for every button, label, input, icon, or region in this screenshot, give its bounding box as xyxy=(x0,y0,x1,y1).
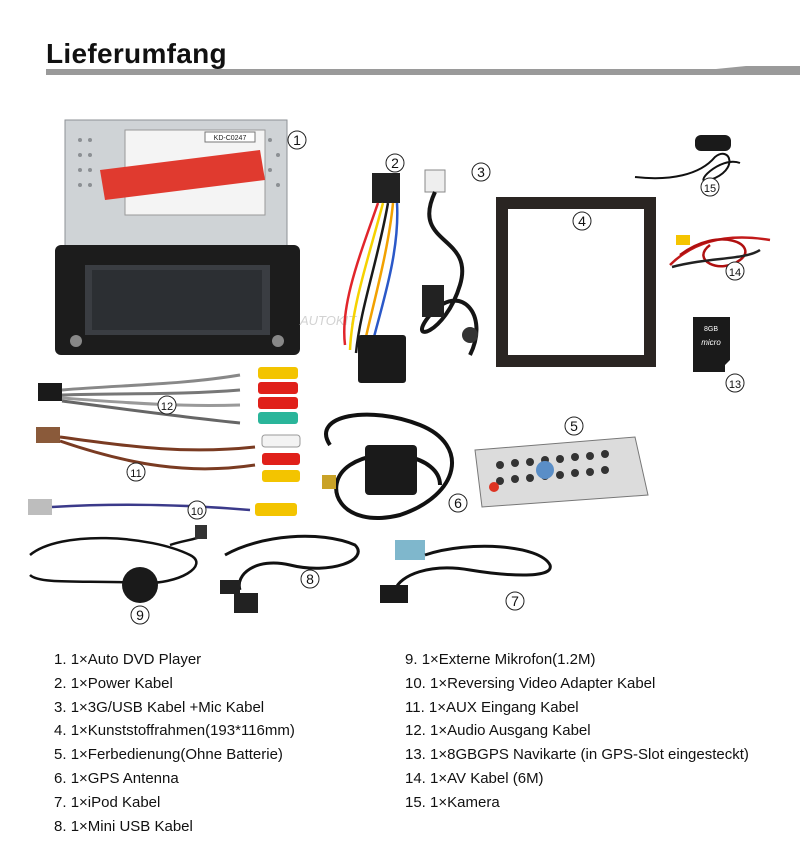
sd-brand-label: micro xyxy=(701,338,721,347)
contents-list-left xyxy=(54,648,295,838)
product-photo xyxy=(0,85,800,640)
svg-text:4: 4 xyxy=(578,213,586,229)
callout-10 xyxy=(188,501,206,519)
contents-list-right xyxy=(405,648,749,815)
audio-output-cable xyxy=(38,367,298,424)
list-item: 8. 1×Mini USB Kabel xyxy=(54,817,193,835)
list-item: 1. 1×Auto DVD Player xyxy=(54,651,202,668)
av-cable xyxy=(670,235,770,267)
gps-antenna xyxy=(322,415,452,518)
svg-text:2: 2 xyxy=(391,155,399,171)
list-item: 13. 1×8GBGPS Navikarte (in GPS-Slot eingesteckt) xyxy=(405,746,749,764)
external-mic xyxy=(30,525,207,603)
callout-11 xyxy=(127,463,145,481)
svg-text:5: 5 xyxy=(570,418,578,434)
callout-12 xyxy=(158,396,176,414)
svg-text:9: 9 xyxy=(136,607,144,623)
svg-text:15: 15 xyxy=(703,183,717,195)
reversing-video-cable xyxy=(28,499,297,516)
list-item: 10. 1×Reversing Video Adapter Kabel xyxy=(405,674,656,692)
list-item: 11. 1×AUX Eingang Kabel xyxy=(405,698,579,716)
list-item: 4. 1×Kunststoffrahmen(193*116mm) xyxy=(54,722,295,740)
svg-text:13: 13 xyxy=(728,379,742,391)
svg-text:10: 10 xyxy=(190,506,204,518)
callout-5 xyxy=(565,417,583,435)
power-harness xyxy=(344,173,406,383)
sd-capacity-label: 8GB xyxy=(703,326,719,333)
svg-text:8: 8 xyxy=(306,571,314,587)
svg-text:14: 14 xyxy=(728,267,742,279)
mini-usb-cable xyxy=(220,536,358,613)
callout-1 xyxy=(288,131,306,149)
svg-text:11: 11 xyxy=(130,468,142,480)
list-item: 5. 1×Ferbedienung(Ohne Batterie) xyxy=(54,746,283,764)
ipod-cable xyxy=(380,540,550,603)
list-item: 7. 1×iPod Kabel xyxy=(54,793,161,811)
micro-sd-card xyxy=(693,317,730,372)
callout-4 xyxy=(573,212,591,230)
callout-6 xyxy=(449,494,467,512)
brand-watermark: AUTOKIT xyxy=(300,313,357,328)
svg-text:7: 7 xyxy=(511,593,519,609)
callout-3 xyxy=(472,163,490,181)
list-item: 15. 1×Kamera xyxy=(405,793,500,811)
list-item: 3. 1×3G/USB Kabel +Mic Kabel xyxy=(54,698,265,716)
svg-text:12: 12 xyxy=(160,401,174,413)
callout-2 xyxy=(386,154,404,172)
page-title: Lieferumfang xyxy=(46,38,227,69)
unit-model-label: KD-C0247 xyxy=(213,135,247,142)
svg-text:1: 1 xyxy=(293,132,301,148)
callout-13 xyxy=(726,374,744,392)
rear-camera xyxy=(635,135,740,181)
svg-text:3: 3 xyxy=(477,164,485,180)
dvd-player-unit xyxy=(55,120,357,355)
list-item: 12. 1×Audio Ausgang Kabel xyxy=(405,722,591,740)
aux-input-cable xyxy=(36,427,300,482)
callout-8 xyxy=(301,570,319,588)
callout-14 xyxy=(726,262,744,280)
list-item: 6. 1×GPS Antenna xyxy=(54,769,179,787)
title-underline xyxy=(46,66,800,75)
list-item: 14. 1×AV Kabel (6M) xyxy=(405,769,544,787)
remote-control xyxy=(475,437,648,507)
list-item: 2. 1×Power Kabel xyxy=(54,674,173,692)
callout-15 xyxy=(701,178,719,196)
usb-mic-cable xyxy=(422,170,478,355)
list-item: 9. 1×Externe Mikrofon(1.2M) xyxy=(405,651,596,668)
svg-text:6: 6 xyxy=(454,495,462,511)
callout-9 xyxy=(131,606,149,624)
callout-7 xyxy=(506,592,524,610)
